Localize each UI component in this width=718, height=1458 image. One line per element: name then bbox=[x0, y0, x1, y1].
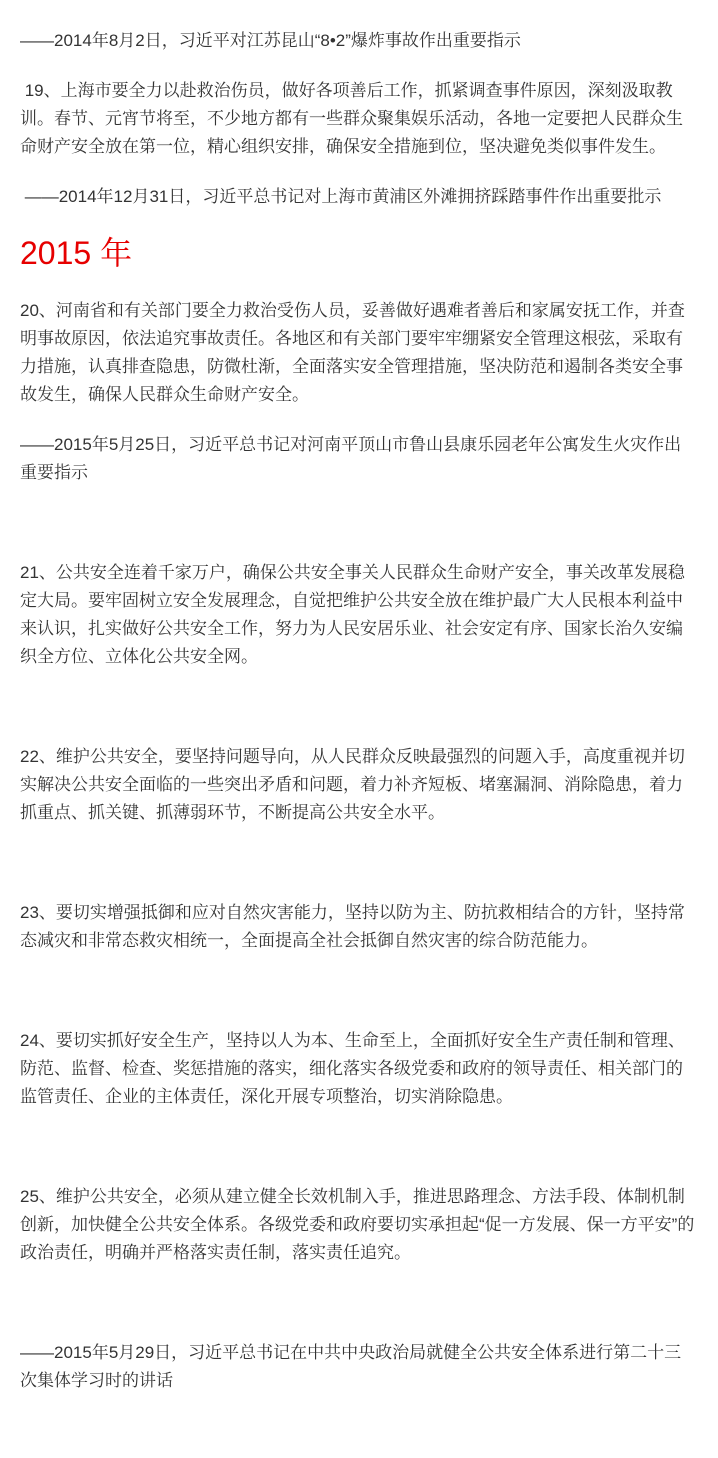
article-paragraph: 22、维护公共安全，要坚持问题导向，从人民群众反映最强烈的问题入手，高度重视并切实解决公共安全面临的一些突出矛盾和问题，着力补齐短板、堵塞漏洞、消除隐患，着力抓重点、抓关键、抓薄弱环节，不断提高公共安全水平。 bbox=[20, 747, 685, 822]
quote-attribution: ——2015年5月29日，习近平总书记在中共中央政治局就健全公共安全体系进行第二十三次集体学习时的讲话 bbox=[20, 1343, 682, 1390]
article-paragraph: 20、河南省和有关部门要全力救治受伤人员，妥善做好遇难者善后和家属安抚工作，并查明事故原因，依法追究事故责任。各地区和有关部门要牢牢绷紧安全管理这根弦，采取有力措施，认真排查隐患，防微杜渐，全面落实安全管理措施，坚决防范和遏制各类安全事故发生，确保人民群众生命财产安全。 bbox=[20, 301, 685, 404]
year-heading: 2015 年 bbox=[20, 235, 133, 271]
article-paragraph: 21、公共安全连着千家万户，确保公共安全事关人民群众生命财产安全，事关改革发展稳定大局。要牢固树立安全发展理念，自觉把维护公共安全放在维护最广大人民根本利益中来认识，扎实做好公共安全工作，努力为人民安居乐业、社会安定有序、国家长治久安编织全方位、立体化公共安全网。 bbox=[20, 563, 685, 666]
spacer bbox=[20, 693, 697, 721]
quote-attribution: ——2014年12月31日，习近平总书记对上海市黄浦区外滩拥挤踩踏事件作出重要批示 bbox=[20, 187, 662, 206]
article-paragraph: 23、要切实增强抵御和应对自然灾害能力，坚持以防为主、防抗救相结合的方针，坚持常态减灾和非常态救灾相统一，全面提高全社会抵御自然灾害的综合防范能力。 bbox=[20, 903, 685, 950]
spacer bbox=[20, 849, 697, 877]
article-paragraph: 24、要切实抓好安全生产，坚持以人为本、生命至上，全面抓好安全生产责任制和管理、防范、监督、检查、奖惩措施的落实，细化落实各级党委和政府的领导责任、相关部门的监管责任、企业的主体责任，深化开展专项整治，切实消除隐患。 bbox=[20, 1031, 685, 1106]
article-paragraph: 25、维护公共安全，必须从建立健全长效机制入手，推进思路理念、方法手段、体制机制创新，加快健全公共安全体系。各级党委和政府要切实承担起“促一方发展、保一方平安”的政治责任，明确并严格落实责任制，落实责任追究。 bbox=[20, 1187, 695, 1262]
article-content bbox=[20, 27, 697, 1395]
spacer bbox=[20, 509, 697, 537]
article-paragraph: 19、上海市要全力以赴救治伤员，做好各项善后工作，抓紧调查事件原因，深刻汲取教训。春节、元宵节将至，不少地方都有一些群众聚集娱乐活动，各地一定要把人民群众生命财产安全放在第一位，精心组织安排，确保安全措施到位，坚决避免类似事件发生。 bbox=[20, 81, 683, 156]
quote-attribution: ——2014年8月2日，习近平对江苏昆山“8•2”爆炸事故作出重要指示 bbox=[20, 31, 521, 50]
spacer bbox=[20, 977, 697, 1005]
spacer bbox=[20, 1289, 697, 1317]
quote-attribution: ——2015年5月25日，习近平总书记对河南平顶山市鲁山县康乐园老年公寓发生火灾作出重要指示 bbox=[20, 435, 682, 482]
spacer bbox=[20, 1133, 697, 1161]
